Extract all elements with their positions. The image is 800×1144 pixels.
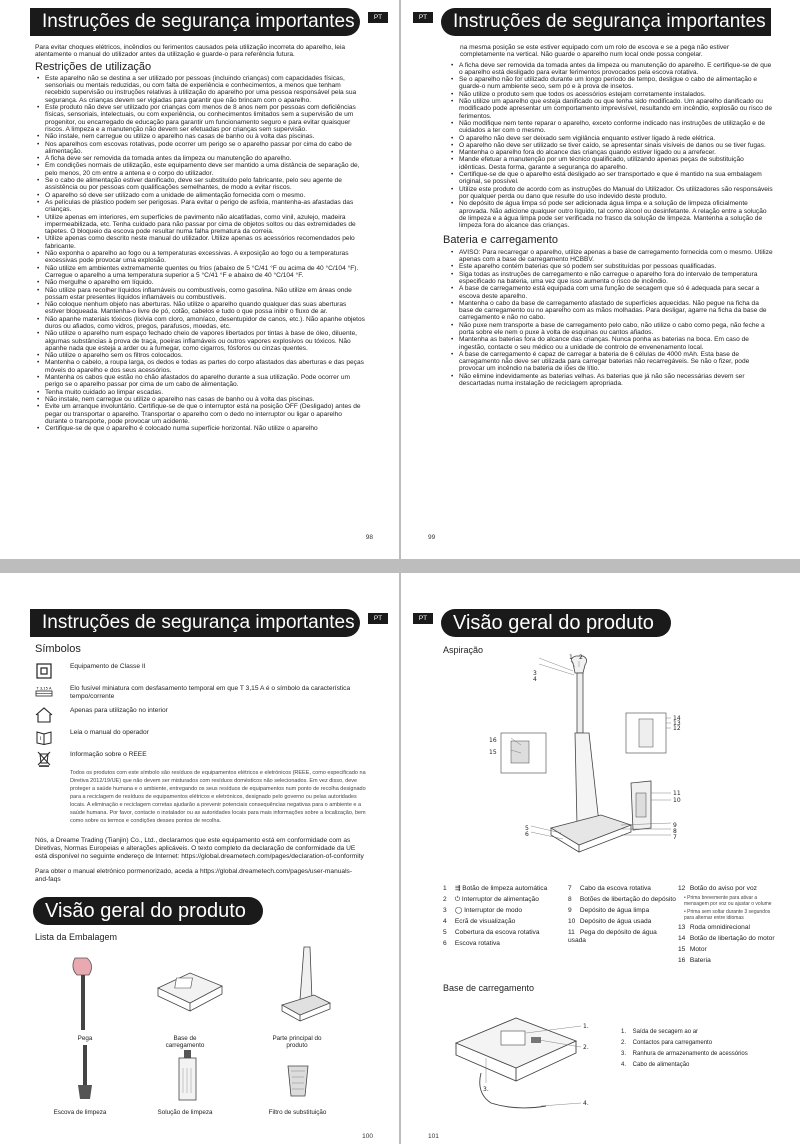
callout-8: 8: [673, 828, 677, 835]
callout-1: 1: [569, 654, 573, 661]
list-item: • Certifique-se de que o aparelho é colocado numa superfície horizontal. Não utilize o aparelho: [45, 425, 365, 432]
callout-4: 4: [533, 676, 537, 683]
list-item: • Não apanhe materiais tóxicos (lixívia com cloro, amoníaco, desentupidor de canos, etc.). Não apanhe objetos duros ou afiados, como vidros, pregos, parafusos, moedas, etc.: [45, 316, 365, 331]
legend-item: 3 ◯ Interruptor de modo: [443, 907, 522, 914]
callout-2: 2: [579, 654, 583, 661]
base-legend-item: 3. Ranhura de armazenamento de acessórios: [621, 1051, 748, 1057]
cleaning-solution-illustration: [175, 1048, 200, 1103]
list-item: • Siga todas as instruções de carregamento e não carregue o aparelho fora do intervalo de temperatura especificado na bateria, uma vez que isso aumenta o risco de incêndio.: [459, 271, 773, 286]
legend-column-1: [443, 885, 563, 951]
manual-page-101: [401, 573, 800, 1144]
manual-icon: [35, 729, 53, 745]
section-banner: Visão geral do produto: [33, 897, 263, 925]
list-item: • Não utilize o produto sem que todos os acessórios estejam corretamente instalados.: [459, 91, 773, 98]
class-ii-icon: [35, 663, 53, 679]
list-item: • Mantenha o cabo da base de carregamento afastado de superfícies aquecidas. Não pegue na ficha da base de carregamento ou no aparelho com as mãos molhadas. Para desligar, agarre na ficha da base de carregamento e não no cabo.: [459, 300, 773, 322]
manual-page-98: [0, 0, 399, 559]
legend-item: 10 Depósito de água usada: [568, 918, 652, 925]
weee-icon: [35, 751, 53, 767]
language-tag: PT: [368, 12, 388, 23]
list-item: • As películas de plástico podem ser perigosas. Para evitar o perigo de asfixia, mantenha-as afastadas das crianças.: [45, 199, 365, 214]
callout-12: 12: [673, 725, 681, 732]
symbol-text: Apenas para utilização no interior: [70, 707, 168, 714]
legend-item: 16 Bateria: [678, 957, 711, 965]
symbol-text: Informação sobre o REEE: [70, 751, 147, 758]
weee-detail: Todos os produtos com este símbolo são resíduos de equipamentos elétricos e eletrónicos (REEE, como especificado na Diretiva 2012/19/UE) que não devem ser misturados com resíduos domésticos não selecionados. Em vez disso, deve proteger a saúde humana e o ambiente, entregando os seus resíduos de equipamentos num ponto de recolha designado para a reciclagem de resíduos de equipamentos elétricos e eletrónicos, designado pelo governo ou pelas autoridades locais. A eliminação e reciclagem corretas ajudarão a prevenir potenciais consequências negativas para o ambiente e a saúde humana. Por favor, contacte o instalador ou as autoridades locais para mais informações sobre a localização, bem como sobre os termos e condições desses pontos de recolha.: [70, 770, 366, 824]
legend-item: 11 Pega do depósito de água usada: [568, 929, 657, 944]
base-legend-item: 1. Saída de secagem ao ar: [621, 1029, 699, 1035]
package-item-label: Base de carregamento: [165, 1035, 205, 1050]
base-callout-2: 2.: [583, 1044, 589, 1051]
page-body: [35, 643, 365, 884]
section-heading: Aspiração: [443, 645, 484, 655]
continuation-text: na mesma posição se este estiver equipado com um rolo de escova e se a pega não estiver completamente na vertical. Não guarde o aparelho num local onde possa congelar.: [460, 44, 730, 59]
manual-page-100: [0, 573, 399, 1144]
package-item-label: Pega: [77, 1035, 93, 1042]
cleaning-brush-illustration: [65, 1043, 105, 1103]
page-number: 99: [428, 534, 436, 541]
list-item: • Não instale, nem carregue ou utilize o aparelho nas casas de banho ou à volta das piscinas.: [45, 133, 365, 140]
legend-item: 6 Escova rotativa: [443, 940, 500, 947]
legend-item: 2 ⏻ Interruptor de alimentação: [443, 896, 539, 903]
manual-link-text: Para obter o manual eletrónico pormenorizado, aceda a https://global.dreametech.com/pages/user-manuals-and-faqs: [35, 868, 353, 883]
list-item: • Este produto não deve ser utilizado por crianças com menos de 8 anos nem por pessoas com deficiências físicas, sensoriais, intelectuais, ou com experiência, ou conhecimentos limitados sem a supervisão de um progenitor, ou encarregado de educação para garantir um funcionamento seguro e para evitar quaisquer riscos. A limpeza e a manutenção não devem ser efetuadas por crianças sem supervisão.: [45, 104, 365, 133]
list-item: • O aparelho não deve ser utilizado se tiver caído, se apresentar sinais visíveis de danos ou se tiver fugas.: [459, 142, 773, 149]
list-item: • Este aparelho contém baterias que só podem ser substituídas por pessoas qualificadas.: [459, 263, 773, 270]
language-tag: PT: [413, 613, 433, 624]
list-item: • Mantenha as baterias fora do alcance das crianças. Nunca ponha as baterias na boca. Em caso de ingestão, contacte o seu médico ou a unidade de controlo de envenenamento local.: [459, 336, 773, 351]
base-callout-4: 4.: [583, 1100, 589, 1107]
list-item: • Não exponha o aparelho ao fogo ou a temperaturas excessivas. A exposição ao fogo ou a temperaturas excessivas pode provocar uma explosão.: [45, 250, 365, 265]
main-body-illustration: [270, 945, 340, 1030]
legend-item: 8 Botões de libertação do depósito: [568, 896, 676, 903]
language-tag: PT: [368, 613, 388, 624]
symbol-row: [35, 663, 365, 679]
legend-note: • Prima sem soltar durante 3 segundos para alternar entre idiomas: [684, 909, 771, 921]
list-item: • Certifique-se de que o aparelho está desligado ao ser transportado e que é mantido na sua embalagem original, se possível.: [459, 171, 773, 186]
list-item: • Tenha muito cuidado ao limpar escadas.: [45, 389, 365, 396]
callout-16: 16: [489, 737, 497, 744]
symbol-text: Elo fusível miniatura com desfasamento temporal em que T 3,15 A é o símbolo da característica tempo/corrente: [70, 685, 351, 700]
restrictions-list: [35, 75, 365, 433]
page-number: 98: [365, 534, 373, 541]
list-item: • Não mergulhe o aparelho em líquido.: [45, 279, 365, 286]
legend-item: 9 Depósito de água limpa: [568, 907, 650, 914]
handle-illustration: [65, 953, 105, 1033]
mode-icon: ◯: [454, 907, 463, 914]
callout-15: 15: [489, 749, 497, 756]
callout-3: 3: [533, 670, 537, 677]
indoor-icon: [35, 707, 53, 723]
list-item: • No depósito de água limpa só pode ser adicionada água limpa e a solução de limpeza oficialmente aprovada. Não adicione qualquer outro líquido, tal como álcool ou desinfetante. A relação entre a solução de limpeza e a água limpa pode ser verificada no frasco da solução de limpeza. Mantenha a solução de limpeza fora do alcance das crianças.: [459, 200, 773, 229]
legend-item: 13 Roda omnidirecional: [678, 924, 750, 932]
list-item: • Utilize este produto de acordo com as instruções do Manual do Utilizador. Os utilizadores são responsáveis por qualquer perda ou dano que resulte do uso indevido deste produto.: [459, 186, 773, 201]
legend-column-2: [568, 885, 676, 948]
list-item: • Não utilize o aparelho sem os filtros colocados.: [45, 352, 365, 359]
section-heading: Bateria e carregamento: [443, 234, 558, 247]
symbol-text: Leia o manual do operador: [70, 729, 149, 736]
vacuum-diagram: [481, 653, 741, 868]
list-item: • Utilize apenas em interiores, em superfícies de pavimento não alcatifadas, como vinil, azulejo, madeira impermeabilizada, etc. Tenha cuidado para não passar por cima de objetos soltos ou das extremidades de tapetes. O bloqueio da escova pode resultar numa falha prematura da correia.: [45, 214, 365, 236]
base-callout-1: 1.: [583, 1023, 589, 1030]
list-item: • Não utilize para recolher líquidos inflamáveis ou combustíveis, como gasolina. Não utilize em áreas onde possam estar presentes líquidos inflamáveis ou combustíveis.: [45, 287, 365, 302]
page-banner: Visão geral do produto: [441, 609, 671, 637]
callout-5: 5: [525, 825, 529, 832]
base-legend-item: 2. Contactos para carregamento: [621, 1040, 713, 1046]
list-item: • Utilize apenas como descrito neste manual do utilizador. Utilize apenas os acessórios recomendados pelo fabricante.: [45, 235, 365, 250]
base-legend: [621, 1028, 781, 1072]
list-item: • Não instale, nem carregue ou utilize o aparelho nas casas de banho ou à volta das piscinas.: [45, 396, 365, 403]
list-item: • A ficha deve ser removida da tomada antes da limpeza ou manutenção do aparelho.: [45, 155, 365, 162]
legend-item: 15 Motor: [678, 946, 707, 954]
list-item: • Mantenha o aparelho fora do alcance das crianças quando estiver ligado ou a arrefecer.: [459, 149, 773, 156]
filter-illustration: [283, 1061, 313, 1101]
package-item-label: Filtro de substituição: [268, 1109, 327, 1116]
list-item: • A base de carregamento está equipada com uma função de secagem que só é adequada para secar a escova deste aparelho.: [459, 285, 773, 300]
callout-7: 7: [673, 834, 677, 841]
list-item: • Nos aparelhos com escovas rotativas, pode ocorrer um perigo se o aparelho passar por cima do cabo de alimentação.: [45, 141, 365, 156]
auto-clean-icon: ⇶: [454, 885, 461, 892]
legend-item: 14 Botão de libertação do motor: [678, 935, 775, 943]
list-item: • A ficha deve ser removida da tomada antes da limpeza ou manutenção do aparelho. E certifique-se de que o aparelho está desligado para evitar ferimentos provocados pela escova rotativa.: [459, 62, 773, 77]
section-heading: Restrições de utilização: [35, 60, 152, 73]
charging-base-illustration: [150, 958, 230, 1018]
svg-text:i: i: [39, 736, 42, 742]
legend-item: 7 Cabo da escova rotativa: [568, 885, 651, 892]
safety-list: [449, 62, 773, 230]
package-item-label: Solução de limpeza: [157, 1109, 213, 1116]
symbol-row: [35, 751, 365, 767]
language-tag: PT: [413, 12, 433, 23]
base-callout-3: 3.: [483, 1086, 489, 1093]
page-banner: Instruções de segurança importantes: [30, 609, 360, 637]
intro-paragraph: Para evitar choques elétricos, incêndios ou ferimentos causados pela utilização incorreta do aparelho, leia atentamente o manual do utilizador antes da utilização e guarde-o para referência futura.: [35, 44, 346, 59]
symbol-text: Equipamento de Classe II: [70, 663, 146, 670]
list-item: • A base de carregamento é capaz de carregar a bateria de 6 células de 4000 mAh. Esta base de carregamento não deve ser utilizada para carregar baterias não recarregáveis. Se não o fizer, pode provocar um incêndio na bateria de iões de lítio.: [459, 351, 773, 373]
callout-14: 14: [673, 715, 681, 722]
list-item: • O aparelho não deve ser deixado sem vigilância enquanto estiver ligado à rede elétrica.: [459, 135, 773, 142]
callout-6: 6: [525, 831, 529, 838]
callout-13: 13: [673, 720, 681, 727]
callout-9: 9: [673, 822, 677, 829]
symbol-row: [35, 729, 365, 745]
list-item: • Este aparelho não se destina a ser utilizado por pessoas (incluindo crianças) com capacidades físicas, sensoriais ou mentais reduzidas, ou com falta de experiência e conhecimentos, a menos que tenham recebido supervisão ou instruções relativas à utilização do aparelho por uma pessoa responsável pela sua segurança. As crianças devem ser vigiadas para garantir que não brincam com o aparelho.: [45, 75, 365, 104]
list-item: • Mantenha o cabelo, a roupa larga, os dedos e todas as partes do corpo afastados das aberturas e das peças móveis do aparelho e dos seus acessórios.: [45, 359, 365, 374]
legend-column-3: [678, 885, 778, 968]
list-item: • O aparelho só deve ser utilizado com a unidade de alimentação fornecida com o mesmo.: [45, 192, 365, 199]
page-body: [443, 44, 773, 387]
page-body: [35, 44, 365, 432]
charging-base-diagram: [446, 1003, 606, 1118]
list-item: • Evite um arranque involuntário. Certifique-se de que o interruptor está na posição OFF (Desligado) antes de pegar ou transportar o aparelho. Transportar o aparelho com o dedo no interruptor ou ligar o aparelho durante o transporte, pode provocar um acidente.: [45, 403, 365, 425]
list-item: • AVISO: Para recarregar o aparelho, utilize apenas a base de carregamento fornecida com o mesmo. Utilize apenas com a base de carregamento HCBBV.: [459, 249, 773, 264]
list-item: • Em condições normais de utilização, este equipamento deve ser mantido a uma distância de separação de, pelo menos, 20 cm entre a antena e o corpo do utilizador.: [45, 162, 365, 177]
list-item: • Não elimine indevidamente as baterias velhas. As baterias que já não são necessárias devem ser descartadas numa instalação de reciclagem apropriada.: [459, 373, 773, 388]
list-item: • Mande efetuar a manutenção por um técnico qualificado, utilizando apenas peças de substituição idênticas. Desta forma, garante a segurança do aparelho.: [459, 156, 773, 171]
callout-10: 10: [673, 797, 681, 804]
list-item: • Não puxe nem transporte a base de carregamento pelo cabo, não utilize o cabo como pega, não feche a porta sobre ele nem o puxe à volta de esquinas ou cantos afiados.: [459, 322, 773, 337]
list-item: • Se o cabo de alimentação estiver danificado, deve ser substituído pelo fabricante, pelo seu agente de assistência ou por pessoas com qualificações semelhantes, de modo a evitar riscos.: [45, 177, 365, 192]
legend-item: 1 ⇶ Botão de limpeza automática: [443, 885, 548, 892]
declaration-text: Nós, a Dreame Trading (Tianjin) Co., Ltd., declaramos que este equipamento está em conformidade com as Diretivas, Normas Europeias e alterações aplicáveis. O texto completo da declaração de conformidade da UE está disponível no seguinte endereço de Internet: https://global.dreametech.com/pages/declaration-of-conformity: [35, 837, 364, 860]
page-number: 100: [362, 1133, 373, 1140]
battery-list: [449, 249, 773, 388]
legend-item: 5 Cobertura da escova rotativa: [443, 929, 540, 936]
callout-11: 11: [673, 790, 681, 797]
list-item: • Não coloque nenhum objeto nas aberturas. Não utilize o aparelho quando qualquer das suas aberturas estiver bloqueada. Mantenha-o livre de pó, cotão, cabelos e tudo o que possa inibir o fluxo de ar.: [45, 301, 365, 316]
symbol-row: [35, 685, 365, 701]
legend-item: 4 Ecrã de visualização: [443, 918, 516, 925]
legend-item: 12 Botão do aviso por voz: [678, 885, 757, 892]
fuse-icon: [35, 685, 53, 701]
legend-note: • Prima brevemente para ativar a mensagem por voz ou ajustar o volume: [684, 895, 772, 907]
base-legend-item: 4. Cabo de alimentação: [621, 1062, 690, 1068]
page-banner: Instruções de segurança importantes: [441, 8, 771, 36]
list-item: • Mantenha os cabos que estão no chão afastados do aparelho durante a sua utilização. Pode ocorrer um perigo se o aparelho passar por cima de um cabo de alimentação.: [45, 374, 365, 389]
power-icon: ⏻: [454, 896, 461, 903]
list-item: • Não utilize um aparelho que esteja danificado ou que tenha sido modificado. Um aparelho danificado ou modificado pode apresentar um comportamento imprevisível, resultando em incêndio, explosão ou risco de ferimentos.: [459, 98, 773, 120]
page-number: 101: [428, 1133, 439, 1140]
list-item: • Não utilize o aparelho num espaço fechado cheio de vapores libertados por tintas à base de óleo, diluente, algumas substâncias à prova de traça, poeiras inflamáveis ou outros vapores explosivos ou tóxicos. Não apanhe nada que esteja a arder ou a fumegar, como cigarros, fósforos ou cinzas quentes.: [45, 330, 365, 352]
section-heading: Base de carregamento: [443, 983, 535, 993]
list-item: • Se o aparelho não for utilizado durante um longo período de tempo, desligue o cabo de alimentação e guarde-o num ambiente seco, sem pó e à prova de insetos.: [459, 76, 773, 91]
manual-page-99: [401, 0, 800, 559]
package-item-label: Escova de limpeza: [53, 1109, 107, 1116]
package-item-label: Parte principal do produto: [272, 1035, 322, 1050]
fuse-icon-label: T 3,15 A: [36, 686, 52, 691]
symbol-row: [35, 707, 365, 723]
page-banner: Instruções de segurança importantes: [30, 8, 360, 36]
list-item: • Não utilize em ambientes extremamente quentes ou frios (abaixo de 5 °C/41 °F ou acima de 40 °C/104 °F). Carregue o aparelho a uma temperatura superior a 5 °C/41 °F e abaixo de 40 °C/104 °F.: [45, 265, 365, 280]
section-heading: Símbolos: [35, 643, 81, 655]
list-item: • Não modifique nem tente reparar o aparelho, exceto conforme indicado nas instruções de utilização e de cuidados a ter com o mesmo.: [459, 120, 773, 135]
package-heading: Lista da Embalagem: [35, 932, 118, 942]
